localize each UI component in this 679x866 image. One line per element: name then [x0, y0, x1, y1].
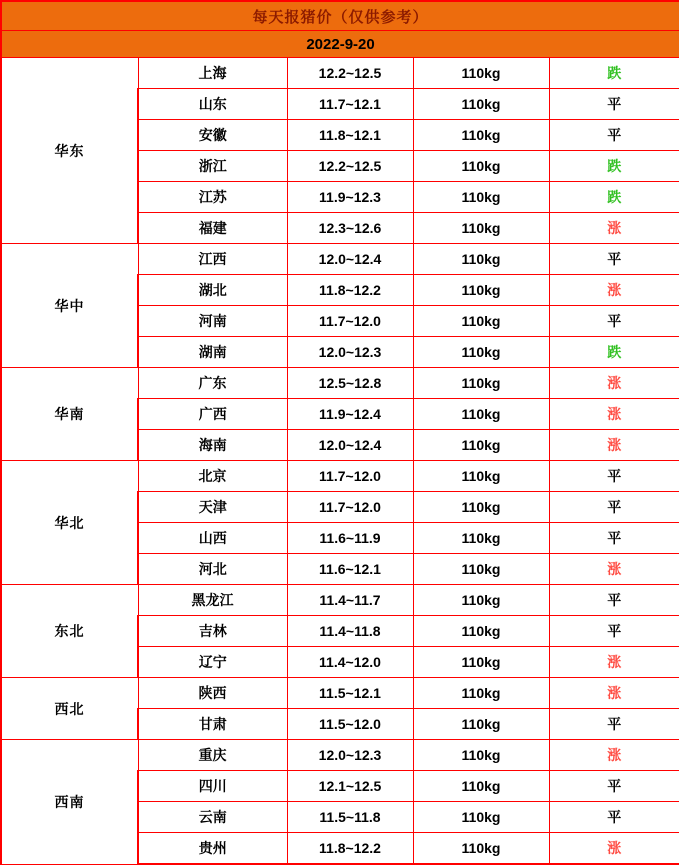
trend-cell: 平	[549, 585, 679, 616]
trend-cell: 涨	[549, 554, 679, 585]
price-range-cell: 11.6~11.9	[287, 523, 413, 554]
region-cell: 东北	[1, 585, 138, 678]
trend-cell: 平	[549, 461, 679, 492]
price-range-cell: 11.6~12.1	[287, 554, 413, 585]
trend-cell: 平	[549, 492, 679, 523]
price-range-cell: 11.8~12.1	[287, 120, 413, 151]
weight-cell: 110kg	[413, 213, 549, 244]
province-cell: 湖北	[138, 275, 287, 306]
province-cell: 河南	[138, 306, 287, 337]
province-cell: 山东	[138, 89, 287, 120]
trend-cell: 涨	[549, 213, 679, 244]
province-cell: 吉林	[138, 616, 287, 647]
weight-cell: 110kg	[413, 430, 549, 461]
price-range-cell: 11.7~12.0	[287, 461, 413, 492]
price-range-cell: 11.7~12.1	[287, 89, 413, 120]
price-range-cell: 12.5~12.8	[287, 368, 413, 399]
trend-cell: 跌	[549, 58, 679, 89]
weight-cell: 110kg	[413, 182, 549, 213]
trend-cell: 跌	[549, 182, 679, 213]
trend-cell: 涨	[549, 678, 679, 709]
table-row	[1, 368, 679, 399]
province-cell: 贵州	[138, 833, 287, 865]
table-row	[1, 740, 679, 771]
weight-cell: 110kg	[413, 337, 549, 368]
weight-cell: 110kg	[413, 368, 549, 399]
weight-cell: 110kg	[413, 151, 549, 182]
trend-cell: 涨	[549, 647, 679, 678]
province-cell: 湖南	[138, 337, 287, 368]
price-range-cell: 11.4~11.7	[287, 585, 413, 616]
province-cell: 河北	[138, 554, 287, 585]
trend-cell: 平	[549, 709, 679, 740]
province-cell: 江西	[138, 244, 287, 275]
trend-cell: 涨	[549, 740, 679, 771]
province-cell: 广东	[138, 368, 287, 399]
table-row	[1, 244, 679, 275]
weight-cell: 110kg	[413, 585, 549, 616]
weight-cell: 110kg	[413, 275, 549, 306]
province-cell: 云南	[138, 802, 287, 833]
province-cell: 江苏	[138, 182, 287, 213]
price-range-cell: 12.2~12.5	[287, 151, 413, 182]
weight-cell: 110kg	[413, 58, 549, 89]
price-range-cell: 11.9~12.3	[287, 182, 413, 213]
price-range-cell: 12.0~12.3	[287, 337, 413, 368]
province-cell: 四川	[138, 771, 287, 802]
price-range-cell: 11.7~12.0	[287, 306, 413, 337]
title-row	[1, 1, 679, 31]
price-range-cell: 11.4~11.8	[287, 616, 413, 647]
trend-cell: 平	[549, 523, 679, 554]
province-cell: 黑龙江	[138, 585, 287, 616]
weight-cell: 110kg	[413, 461, 549, 492]
trend-cell: 跌	[549, 337, 679, 368]
trend-cell: 涨	[549, 399, 679, 430]
weight-cell: 110kg	[413, 492, 549, 523]
province-cell: 浙江	[138, 151, 287, 182]
price-range-cell: 11.8~12.2	[287, 275, 413, 306]
price-range-cell: 12.0~12.4	[287, 244, 413, 275]
weight-cell: 110kg	[413, 89, 549, 120]
trend-cell: 涨	[549, 275, 679, 306]
trend-cell: 跌	[549, 151, 679, 182]
report-date: 2022-9-20	[1, 31, 679, 58]
trend-cell: 平	[549, 771, 679, 802]
province-cell: 福建	[138, 213, 287, 244]
weight-cell: 110kg	[413, 399, 549, 430]
region-cell: 华南	[1, 368, 138, 461]
weight-cell: 110kg	[413, 120, 549, 151]
price-range-cell: 11.5~12.1	[287, 678, 413, 709]
price-range-cell: 12.1~12.5	[287, 771, 413, 802]
trend-cell: 涨	[549, 833, 679, 865]
weight-cell: 110kg	[413, 771, 549, 802]
weight-cell: 110kg	[413, 616, 549, 647]
weight-cell: 110kg	[413, 833, 549, 865]
price-range-cell: 11.4~12.0	[287, 647, 413, 678]
trend-cell: 平	[549, 89, 679, 120]
province-cell: 北京	[138, 461, 287, 492]
weight-cell: 110kg	[413, 802, 549, 833]
province-cell: 辽宁	[138, 647, 287, 678]
weight-cell: 110kg	[413, 678, 549, 709]
province-cell: 海南	[138, 430, 287, 461]
trend-cell: 平	[549, 306, 679, 337]
province-cell: 山西	[138, 523, 287, 554]
weight-cell: 110kg	[413, 554, 549, 585]
trend-cell: 平	[549, 616, 679, 647]
price-range-cell: 12.0~12.4	[287, 430, 413, 461]
trend-cell: 平	[549, 244, 679, 275]
price-range-cell: 12.2~12.5	[287, 58, 413, 89]
price-range-cell: 11.5~12.0	[287, 709, 413, 740]
province-cell: 重庆	[138, 740, 287, 771]
weight-cell: 110kg	[413, 647, 549, 678]
trend-cell: 平	[549, 802, 679, 833]
weight-cell: 110kg	[413, 523, 549, 554]
trend-cell: 平	[549, 120, 679, 151]
page-title: 每天报猪价（仅供参考）	[1, 1, 679, 31]
price-range-cell: 12.0~12.3	[287, 740, 413, 771]
province-cell: 陕西	[138, 678, 287, 709]
price-range-cell: 11.8~12.2	[287, 833, 413, 865]
table-row	[1, 678, 679, 709]
trend-cell: 涨	[549, 430, 679, 461]
region-cell: 西南	[1, 740, 138, 865]
table-row	[1, 58, 679, 89]
weight-cell: 110kg	[413, 306, 549, 337]
weight-cell: 110kg	[413, 709, 549, 740]
table-row	[1, 461, 679, 492]
region-cell: 华东	[1, 58, 138, 244]
province-cell: 广西	[138, 399, 287, 430]
province-cell: 安徽	[138, 120, 287, 151]
trend-cell: 涨	[549, 368, 679, 399]
table-row	[1, 585, 679, 616]
region-cell: 华北	[1, 461, 138, 585]
province-cell: 天津	[138, 492, 287, 523]
date-row	[1, 31, 679, 58]
region-cell: 西北	[1, 678, 138, 740]
province-cell: 甘肃	[138, 709, 287, 740]
region-cell: 华中	[1, 244, 138, 368]
price-range-cell: 11.5~11.8	[287, 802, 413, 833]
weight-cell: 110kg	[413, 740, 549, 771]
price-range-cell: 11.9~12.4	[287, 399, 413, 430]
price-range-cell: 12.3~12.6	[287, 213, 413, 244]
weight-cell: 110kg	[413, 244, 549, 275]
province-cell: 上海	[138, 58, 287, 89]
price-range-cell: 11.7~12.0	[287, 492, 413, 523]
